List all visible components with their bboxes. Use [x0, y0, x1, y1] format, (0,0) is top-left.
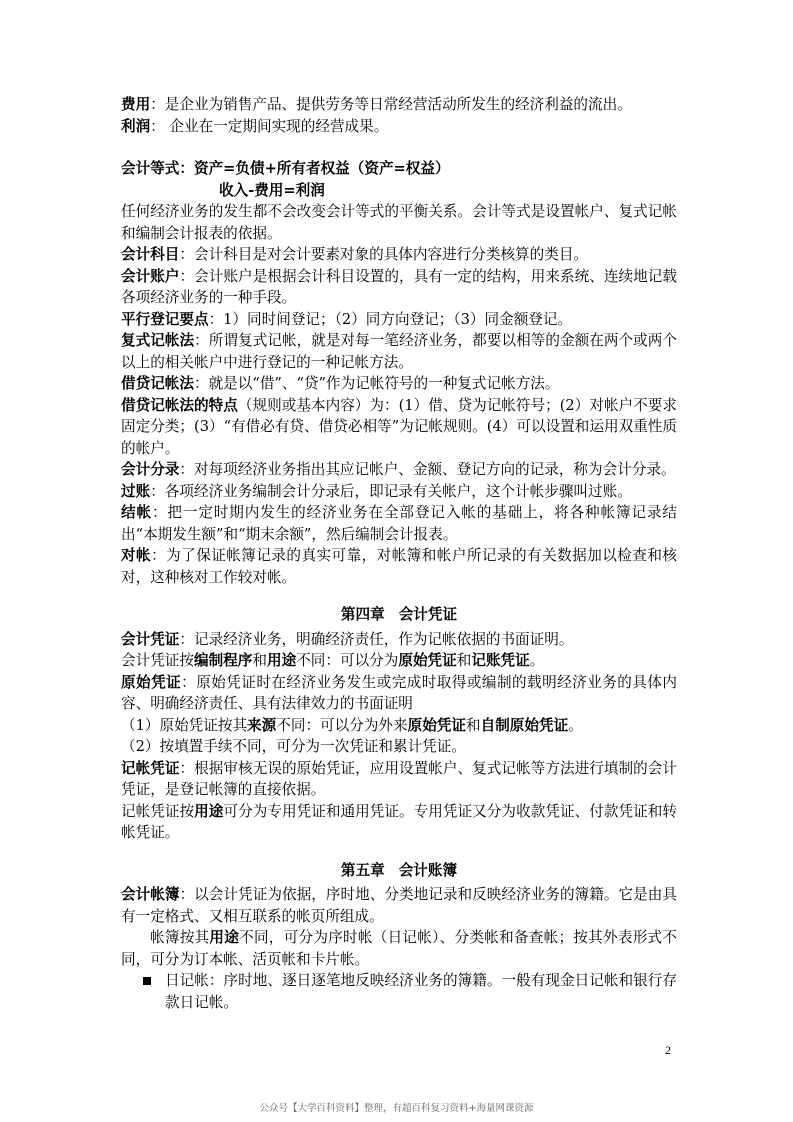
definition-pingxing: 平行登记要点：1）同时间登记；（2）同方向登记；（3）同金额登记。 [121, 310, 573, 328]
definition-jizhang: 记帐凭证：根据审核无误的原始凭证，应用设置帐户、复式记帐等方法进行填制的会计凭证，是登记帐簿的直接依据。 [121, 759, 677, 798]
accounting-equation: 会计等式：资产=负债+所有者权益（资产=权益） [121, 160, 450, 177]
yuanshi-item-1: （1）原始凭证按其来源不同：可以分为外来原始凭证和自制原始凭证。 [121, 716, 583, 734]
definition-kemu: 会计科目：会计科目是对会计要素对象的具体内容进行分类核算的类目。 [121, 246, 589, 263]
jizhang-usage: 记帐凭证按用途可分为专用凭证和通用凭证。专用凭证又分为收款凭证、付款凭证和转帐凭证。 [121, 802, 677, 841]
pingzheng-classification: 会计凭证按编制程序和用途不同：可以分为原始凭证和记账凭证。 [121, 652, 545, 669]
square-bullet-icon [143, 977, 151, 985]
zhangbu-classification: 帐簿按其用途不同，可分为序时帐（日记帐）、分类帐和备查帐；按其外表形式不同，可分为订本帐、活页帐和卡片帐。 [121, 929, 677, 968]
definition-zhanghu: 会计账户：会计账户是根据会计科目设置的，具有一定的结构，用来系统、连续地记载各项经济业务的一种手段。 [121, 267, 677, 306]
footer-watermark: 公众号【大学百科资料】整理，有超百科复习资料+海量网课资源 [259, 1103, 534, 1114]
definition-guozhang: 过账：各项经济业务编制会计分录后，即记录有关帐户，这个计帐步骤叫过账。 [121, 482, 632, 500]
profit-equation: 收入-费用=利润 [219, 181, 325, 199]
yuanshi-item-2: （2）按填置手续不同，可分为一次凭证和累计凭证。 [121, 738, 466, 755]
definition-zhangbu: 会计帐簿：以会计凭证为依据，序时地、分类地记录和反映经济业务的簿籍。它是由具有一定格式、又相互联系的帐页所组成。 [121, 886, 677, 925]
document-page [121, 94, 677, 1013]
definition-jiezhang: 结帐：把一定时期内发生的经济业务在全部登记入帐的基础上，将各种帐簿记录结出“本期发生额”和“期末余额”，然后编制会计报表。 [121, 504, 677, 543]
term: 利润 [121, 117, 151, 135]
term: 费用 [121, 96, 151, 113]
definition-fenlu: 会计分录：对每项经济业务指出其应记帐户、金额、登记方向的记录，称为会计分录。 [121, 461, 676, 478]
bullet-item-rijizhang: 日记帐：序时地、逐日逐笔地反映经济业务的簿籍。一般有现金日记帐和银行存款日记帐。 [121, 970, 677, 1013]
chapter-heading-4: 第四章 会计凭证 [340, 606, 458, 623]
definition-duizhang: 对帐：为了保证帐簿记录的真实可靠，对帐簿和帐户所记录的有关数据加以检查和核对，这种核对工作较对帐。 [121, 547, 677, 586]
chapter-heading-5: 第五章 会计账簿 [340, 861, 458, 879]
definition-tedian: 借贷记帐法的特点（规则或基本内容）为：(1）借、贷为记帐符号；(2）对帐户不要求固定分类；(3）“有借必有贷、借贷必相等”为记帐规则。(4）可以设置和运用双重性质的帐户。 [121, 396, 677, 457]
page-number: 2 [665, 1043, 671, 1057]
definition-feiyong: 费用：是企业为销售产品、提供劳务等日常经营活动所发生的经济利益的流出。 [121, 96, 632, 113]
equation-description: 任何经济业务的发生都不会改变会计等式的平衡关系。会计等式是设置帐户、复式记帐和编制会计报表的依据。 [121, 203, 677, 242]
definition-yuanshi: 原始凭证：原始凭证时在经济业务发生或完成时取得或编制的载明经济业务的具体内容、明确经济责任、具有法律效力的书面证明 [121, 673, 677, 712]
definition-fushi: 复式记帐法：所谓复式记帐，就是对每一笔经济业务，都要以相等的金额在两个或两个以上的相关帐户中进行登记的一种记帐方法。 [121, 332, 677, 371]
definition-jiedai: 借贷记帐法：就是以“借”、“贷”作为记帐符号的一种复式记帐方法。 [121, 375, 560, 392]
definition-lirun: 利润： 企业在一定期间实现的经营成果。 [121, 117, 389, 135]
definition-pingzheng: 会计凭证：记录经济业务，明确经济责任，作为记帐依据的书面证明。 [121, 630, 574, 648]
